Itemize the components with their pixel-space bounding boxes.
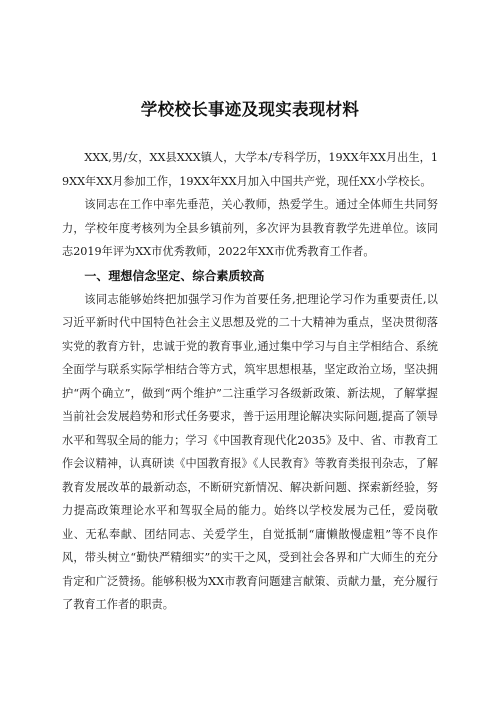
- document-body: [62, 146, 438, 617]
- intro-paragraph: XXX,男/女，XX县XXX镇人，大学本/专科学历，19XX年XX月出生，19XX年XX月参加工作，19XX年XX月加入中国共产党，现任XX小学校长。: [62, 151, 438, 188]
- section-paragraph: 该同志能够始终把加强学习作为首要任务,把理论学习作为重要责任,以习近平新时代中国特色社会主义思想及党的二十大精神为重点，坚决贯彻落实党的教育方针，忠诚于党的教育事业,通过集中学习与自主学相结合、系统全面学与联系实际学相结合等方式，筑牢思想根基，坚定政治立场，坚决拥护“两个确立”，做到“两个维护”二注重学习各级新政策、新法规，了解掌握当前社会发展趋势和形式任务要求，善于运用理论解决实际问题,提高了领导水平和驾驭全局的能力；学习《中国教育现代化2035》及中、省、市教育工作会议精神，认真研读《中国教育报》《人民教育》等教育类报刊杂志，了解教育发展改革的最新动态，不断研究新情况、解决新问题、探索新经验，努力提高政策理论水平和驾驭全局的能力。始终以学校发展为己任，爱岗敬业、无私奉献、团结同志、关爱学生，自觉抵制“庸懒散慢虚粗”等不良作风，带头树立“勤快严精细实”的实干之风，受到社会各界和广大师生的充分肯定和广泛赞扬。能够积极为XX市教育问题建言献策、贡献力量，充分履行了教育工作者的职责。: [62, 292, 438, 611]
- section-heading: 一、理想信念坚定、综合素质较高: [84, 268, 265, 283]
- achievements-paragraph: 该同志在工作中率先垂范，关心教师，热爱学生。通过全体师生共同努力，学校年度考核列为全县乡镇前列，多次评为县教育教学先进单位。该同志2019年评为XX市优秀教师，2022年XX市优秀教育工作者。: [62, 198, 438, 258]
- document-title: 学校校长事迹及现实表现材料: [140, 100, 360, 119]
